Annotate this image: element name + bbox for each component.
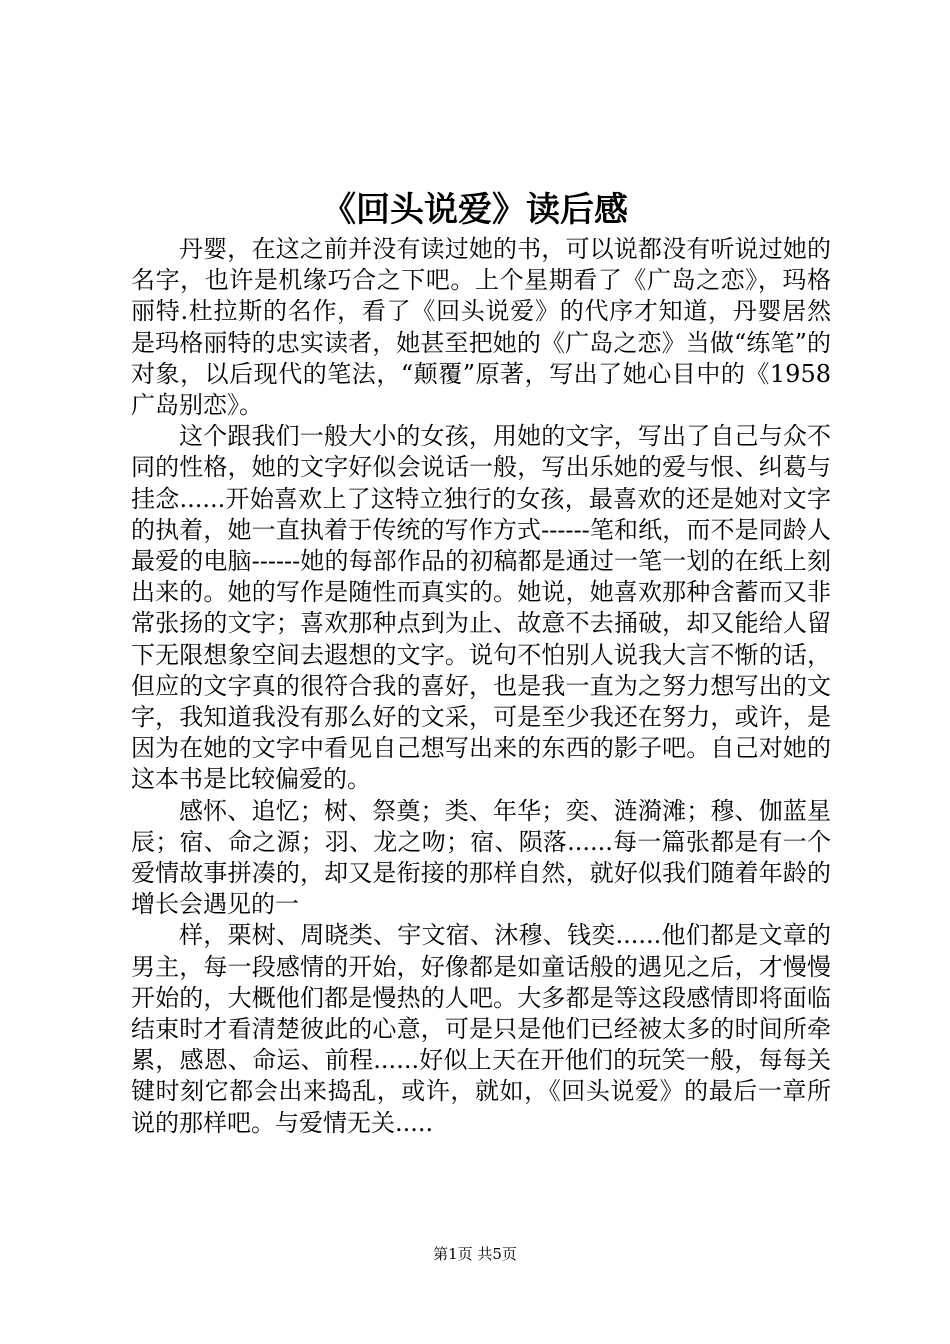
page-footer: 第1页 共5页 xyxy=(433,1245,517,1263)
paragraph-4: 样，栗树、周晓类、宇文宿、沐穆、钱奕......他们都是文章的男主，每一段感情的开始，好像都是如童话般的遇见之后，才慢慢开始的，大概他们都是慢热的人吧。大多都是等这段感情即将面临结束时才看清楚彼此的心意，可是只是他们已经被太多的时间所牵累，感恩、命运、前程......好似上天在开他们的玩笑一般，每每关键时刻它都会出来捣乱，或许，就如，《回头说爱》的最后一章所说的那样吧。与爱情无关..... xyxy=(131,921,831,1137)
paragraph-3: 感怀、追忆；树、祭奠；类、年华；奕、涟漪滩；穆、伽蓝星辰；宿、命之源；羽、龙之吻；宿、陨落......每一篇张都是有一个爱情故事拼凑的，却又是衔接的那样自然，就好似我们随着年龄的增长会遇见的一 xyxy=(131,796,831,919)
paragraph-2: 这个跟我们一般大小的女孩，用她的文字，写出了自己与众不同的性格，她的文字好似会说话一般，写出乐她的爱与恨、纠葛与挂念......开始喜欢上了这特立独行的女孩，最喜欢的还是她对文字的执着，她一直执着于传统的写作方式------笔和纸，而不是同龄人最爱的电脑------她的每部作品的初稿都是通过一笔一划的在纸上刻出来的。她的写作是随性而真实的。她说，她喜欢那种含蓄而又非常张扬的文字；喜欢那种点到为止、故意不去捅破，却又能给人留下无限想象空间去遐想的文字。说句不怕别人说我大言不惭的话，但应的文字真的很符合我的喜好，也是我一直为之努力想写出的文字，我知道我没有那么好的文采，可是至少我还在努力，或许，是因为在她的文字中看见自己想写出来的东西的影子吧。自己对她的这本书是比较偏爱的。 xyxy=(131,422,831,794)
document-title: 《回头说爱》读后感 xyxy=(322,190,628,230)
document-body xyxy=(131,234,831,1139)
paragraph-1: 丹婴，在这之前并没有读过她的书，可以说都没有听说过她的名字，也许是机缘巧合之下吧。上个星期看了《广岛之恋》，玛格丽特.杜拉斯的名作，看了《回头说爱》的代序才知道，丹婴居然是玛格丽特的忠实读者，她甚至把她的《广岛之恋》当做“练笔”的对象，以后现代的笔法，“颠覆”原著，写出了她心目中的《1958广岛别恋》。 xyxy=(131,235,831,420)
